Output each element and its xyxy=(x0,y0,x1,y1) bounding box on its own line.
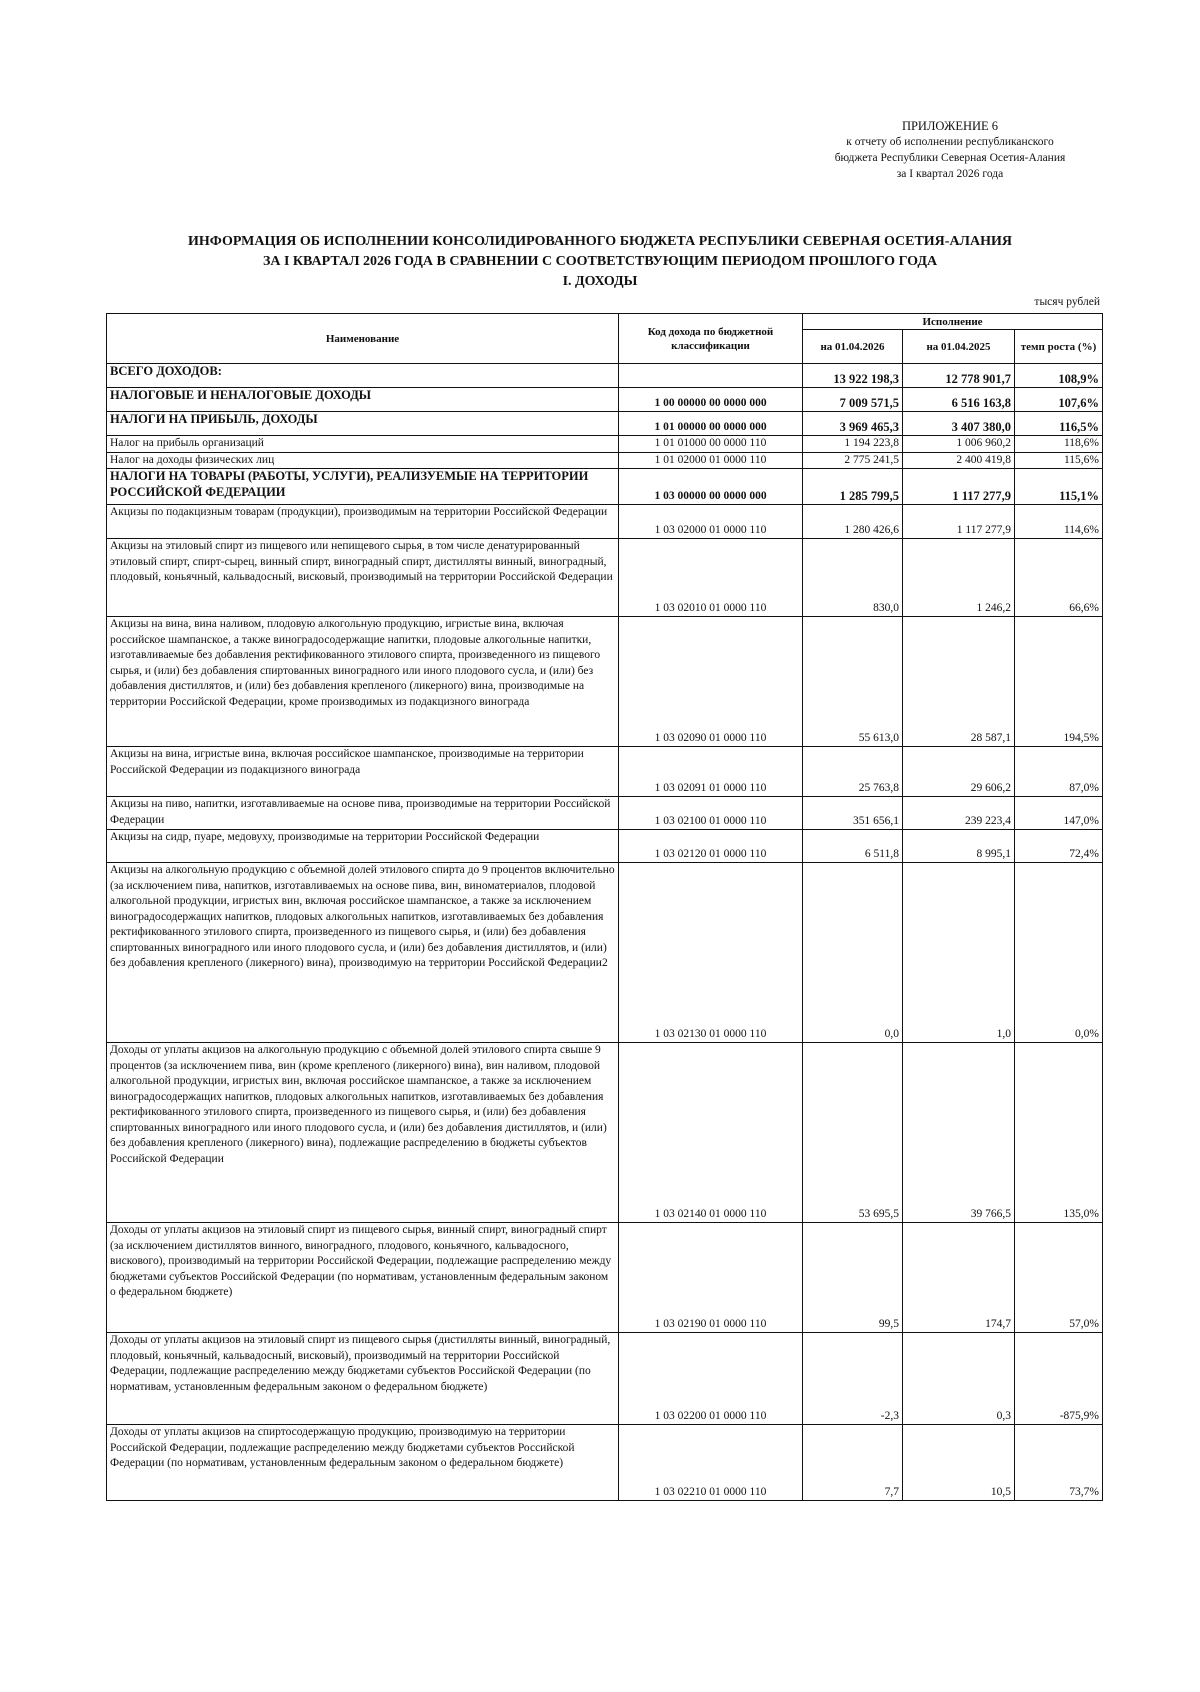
table-row xyxy=(107,1223,1103,1333)
row-value-2026-cell: 53 695,5 xyxy=(803,1043,903,1223)
row-code-cell xyxy=(619,364,803,388)
table-row xyxy=(107,436,1103,453)
row-value-2026-cell: 6 511,8 xyxy=(803,830,903,863)
table-row xyxy=(107,452,1103,469)
col-header-growth: темп роста (%) xyxy=(1015,330,1103,364)
row-name-cell: Налог на доходы физических лиц xyxy=(107,452,619,469)
row-growth-cell: 118,6% xyxy=(1015,436,1103,453)
row-value-2025-cell: 6 516 163,8 xyxy=(903,388,1015,412)
row-code-cell: 1 03 02200 01 0000 110 xyxy=(619,1333,803,1425)
row-name-cell: Доходы от уплаты акцизов на этиловый спирт из пищевого сырья, винный спирт, виноградный спирт (за исключением дистиллятов винного, виноградного, плодового, коньячного, кальвадосного, вискового), производимый на территории Российской Федерации, подлежащие распределению между бюджетами субъектов Российской Федерации (по нормативам, установленным федеральным законом о федеральном бюджете) xyxy=(107,1223,619,1333)
row-name-cell: НАЛОГИ НА ПРИБЫЛЬ, ДОХОДЫ xyxy=(107,412,619,436)
revenue-table xyxy=(106,313,1103,1501)
row-code-cell: 1 01 01000 00 0000 110 xyxy=(619,436,803,453)
row-growth-cell: 135,0% xyxy=(1015,1043,1103,1223)
row-code-cell: 1 01 00000 00 0000 000 xyxy=(619,412,803,436)
row-growth-cell: 115,6% xyxy=(1015,452,1103,469)
row-value-2025-cell: 1,0 xyxy=(903,863,1015,1043)
table-row xyxy=(107,1043,1103,1223)
row-value-2025-cell: 28 587,1 xyxy=(903,617,1015,747)
row-growth-cell: 194,5% xyxy=(1015,617,1103,747)
row-name-cell: НАЛОГИ НА ТОВАРЫ (РАБОТЫ, УСЛУГИ), РЕАЛИЗУЕМЫЕ НА ТЕРРИТОРИИ РОССИЙСКОЙ ФЕДЕРАЦИИ xyxy=(107,469,619,505)
row-name-cell: Доходы от уплаты акцизов на спиртосодержащую продукцию, производимую на территории Российской Федерации, подлежащие распределению между бюджетами субъектов Российской Федерации (по нормативам, установленным федеральным законом о федеральном бюджете) xyxy=(107,1425,619,1501)
row-value-2025-cell: 0,3 xyxy=(903,1333,1015,1425)
table-row xyxy=(107,388,1103,412)
row-code-cell: 1 03 02091 01 0000 110 xyxy=(619,747,803,797)
row-value-2025-cell: 2 400 419,8 xyxy=(903,452,1015,469)
row-growth-cell: 72,4% xyxy=(1015,830,1103,863)
row-name-cell: Акцизы на вина, вина наливом, плодовую алкогольную продукцию, игристые вина, включая российское шампанское, а также виноградосодержащие напитки, плодовые алкогольные напитки, изготавливаемые без добавления ректификованного этилового спирта, произведенного из пищевого сырья, и (или) без добавления спиртованных виноградного или иного плодового сусла, и (или) без добавления дистиллятов, и (или) без добавления крепленого (ликерного) вина, производимые на территории Российской Федерации, кроме производимых из подакцизного винограда xyxy=(107,617,619,747)
row-name-cell: Акцизы на сидр, пуаре, медовуху, производимые на территории Российской Федерации xyxy=(107,830,619,863)
row-code-cell: 1 03 02010 01 0000 110 xyxy=(619,539,803,617)
row-growth-cell: 115,1% xyxy=(1015,469,1103,505)
row-growth-cell: 87,0% xyxy=(1015,747,1103,797)
row-code-cell: 1 03 02190 01 0000 110 xyxy=(619,1223,803,1333)
row-code-cell: 1 03 02090 01 0000 110 xyxy=(619,617,803,747)
row-code-cell: 1 03 02210 01 0000 110 xyxy=(619,1425,803,1501)
col-header-2026: на 01.04.2026 xyxy=(803,330,903,364)
row-name-cell: Доходы от уплаты акцизов на алкогольную продукцию с объемной долей этилового спирта свыше 9 процентов (за исключением пива, вин (кроме крепленого (ликерного) вина), вин наливом, плодовой алкогольной продукции, игристых вин, включая российское шампанское, а также за исключением виноградосодержащих напитков, плодовых алкогольных напитков, изготавливаемых без добавления ректификованного этилового спирта, произведенного из пищевого сырья, и (или) без добавления спиртованных виноградного или иного плодового сусла, и (или) без добавления дистиллятов, и (или) без добавления крепленого (ликерного) вина), подлежащие распределению в бюджеты субъектов Российской Федерации xyxy=(107,1043,619,1223)
row-name-cell: Акцизы на пиво, напитки, изготавливаемые на основе пива, производимые на территории Российской Федерации xyxy=(107,797,619,830)
table-row xyxy=(107,364,1103,388)
table-row xyxy=(107,617,1103,747)
table-row xyxy=(107,863,1103,1043)
row-growth-cell: 107,6% xyxy=(1015,388,1103,412)
heading-line-2: ЗА I КВАРТАЛ 2026 ГОДА В СРАВНЕНИИ С СООТВЕТСТВУЮЩИМ ПЕРИОДОМ ПРОШЛОГО ГОДА xyxy=(262,254,938,269)
col-header-code: Код дохода по бюджетной классификации xyxy=(619,314,803,364)
row-name-cell: Доходы от уплаты акцизов на этиловый спирт из пищевого сырья (дистилляты винный, виноградный, плодовый, коньячный, кальвадосный, висковый), производимый на территории Российской Федерации, подлежащие распределению между бюджетами субъектов Российской Федерации (по нормативам, установленным федеральным законом о федеральном бюджете) xyxy=(107,1333,619,1425)
row-name-cell: Акцизы на вина, игристые вина, включая российское шампанское, производимые на территории Российской Федерации из подакцизного винограда xyxy=(107,747,619,797)
row-value-2026-cell: 13 922 198,3 xyxy=(803,364,903,388)
table-row xyxy=(107,412,1103,436)
row-value-2026-cell: 1 280 426,6 xyxy=(803,505,903,539)
row-growth-cell: 108,9% xyxy=(1015,364,1103,388)
row-value-2025-cell: 10,5 xyxy=(903,1425,1015,1501)
appendix-line-2: к отчету об исполнении республиканского xyxy=(846,136,1054,148)
heading-line-1: ИНФОРМАЦИЯ ОБ ИСПОЛНЕНИИ КОНСОЛИДИРОВАННОГО БЮДЖЕТА РЕСПУБЛИКИ СЕВЕРНАЯ ОСЕТИЯ-АЛАНИЯ xyxy=(188,234,1012,249)
row-value-2026-cell: -2,3 xyxy=(803,1333,903,1425)
row-value-2026-cell: 25 763,8 xyxy=(803,747,903,797)
row-value-2026-cell: 1 194 223,8 xyxy=(803,436,903,453)
row-growth-cell: 0,0% xyxy=(1015,863,1103,1043)
row-code-cell: 1 01 02000 01 0000 110 xyxy=(619,452,803,469)
row-value-2026-cell: 0,0 xyxy=(803,863,903,1043)
col-header-2025: на 01.04.2025 xyxy=(903,330,1015,364)
row-value-2025-cell: 29 606,2 xyxy=(903,747,1015,797)
heading-line-3: I. ДОХОДЫ xyxy=(562,274,638,289)
row-value-2025-cell: 39 766,5 xyxy=(903,1043,1015,1223)
row-code-cell: 1 00 00000 00 0000 000 xyxy=(619,388,803,412)
row-name-cell: ВСЕГО ДОХОДОВ: xyxy=(107,364,619,388)
appendix-block xyxy=(760,118,1140,182)
document-heading xyxy=(100,232,1100,292)
row-value-2026-cell: 2 775 241,5 xyxy=(803,452,903,469)
row-name-cell: Акцизы по подакцизным товарам (продукции), производимым на территории Российской Федерации xyxy=(107,505,619,539)
col-header-name: Наименование xyxy=(107,314,619,364)
row-growth-cell: 116,5% xyxy=(1015,412,1103,436)
row-growth-cell: -875,9% xyxy=(1015,1333,1103,1425)
row-value-2026-cell: 1 285 799,5 xyxy=(803,469,903,505)
row-value-2026-cell: 55 613,0 xyxy=(803,617,903,747)
table-row xyxy=(107,747,1103,797)
row-value-2025-cell: 1 006 960,2 xyxy=(903,436,1015,453)
row-growth-cell: 114,6% xyxy=(1015,505,1103,539)
row-value-2025-cell: 12 778 901,7 xyxy=(903,364,1015,388)
row-name-cell: НАЛОГОВЫЕ И НЕНАЛОГОВЫЕ ДОХОДЫ xyxy=(107,388,619,412)
table-row xyxy=(107,539,1103,617)
appendix-line-3: бюджета Республики Северная Осетия-Алания xyxy=(834,152,1066,164)
row-code-cell: 1 03 02120 01 0000 110 xyxy=(619,830,803,863)
table-row xyxy=(107,1333,1103,1425)
row-name-cell: Налог на прибыль организаций xyxy=(107,436,619,453)
row-name-cell: Акцизы на алкогольную продукцию с объемной долей этилового спирта до 9 процентов включительно (за исключением пива, напитков, изготавливаемых на основе пива, вин, виноматериалов, плодовой алкогольной продукции, игристых вин, включая российское шампанское, а также за исключением виноградосодержащих напитков, плодовых алкогольных напитков, изготавливаемых без добавления ректификованного этилового спирта, произведенного из пищевого сырья, и (или) без добавления спиртованных виноградного или иного плодового сусла, и (или) без добавления дистиллятов, и (или) без добавления крепленого (ликерного) вина), производимую на территории Российской Федерации2 xyxy=(107,863,619,1043)
row-value-2026-cell: 7,7 xyxy=(803,1425,903,1501)
row-code-cell: 1 03 02000 01 0000 110 xyxy=(619,505,803,539)
row-value-2025-cell: 1 117 277,9 xyxy=(903,469,1015,505)
row-code-cell: 1 03 02130 01 0000 110 xyxy=(619,863,803,1043)
row-value-2025-cell: 8 995,1 xyxy=(903,830,1015,863)
row-value-2025-cell: 1 117 277,9 xyxy=(903,505,1015,539)
row-code-cell: 1 03 00000 00 0000 000 xyxy=(619,469,803,505)
row-value-2025-cell: 239 223,4 xyxy=(903,797,1015,830)
row-name-cell: Акцизы на этиловый спирт из пищевого или непищевого сырья, в том числе денатурированный этиловый спирт, спирт-сырец, винный спирт, виноградный спирт, дистилляты винный, виноградный, плодовый, коньячный, кальвадосный, висковый, производимый на территории Российской Федерации xyxy=(107,539,619,617)
row-growth-cell: 147,0% xyxy=(1015,797,1103,830)
table-row xyxy=(107,505,1103,539)
col-header-execution: Исполнение xyxy=(803,314,1103,330)
row-value-2026-cell: 7 009 571,5 xyxy=(803,388,903,412)
row-value-2026-cell: 351 656,1 xyxy=(803,797,903,830)
row-value-2025-cell: 3 407 380,0 xyxy=(903,412,1015,436)
table-body xyxy=(107,364,1103,1501)
row-code-cell: 1 03 02100 01 0000 110 xyxy=(619,797,803,830)
table-row xyxy=(107,797,1103,830)
table-row xyxy=(107,830,1103,863)
appendix-title: ПРИЛОЖЕНИЕ 6 xyxy=(901,119,999,133)
row-value-2025-cell: 1 246,2 xyxy=(903,539,1015,617)
row-value-2026-cell: 99,5 xyxy=(803,1223,903,1333)
row-value-2025-cell: 174,7 xyxy=(903,1223,1015,1333)
table-row xyxy=(107,469,1103,505)
row-code-cell: 1 03 02140 01 0000 110 xyxy=(619,1043,803,1223)
row-growth-cell: 66,6% xyxy=(1015,539,1103,617)
table-row xyxy=(107,1425,1103,1501)
row-growth-cell: 57,0% xyxy=(1015,1223,1103,1333)
row-value-2026-cell: 830,0 xyxy=(803,539,903,617)
row-growth-cell: 73,7% xyxy=(1015,1425,1103,1501)
appendix-line-4: за I квартал 2026 года xyxy=(896,168,1004,180)
row-value-2026-cell: 3 969 465,3 xyxy=(803,412,903,436)
units-label: тысяч рублей xyxy=(1034,296,1100,308)
